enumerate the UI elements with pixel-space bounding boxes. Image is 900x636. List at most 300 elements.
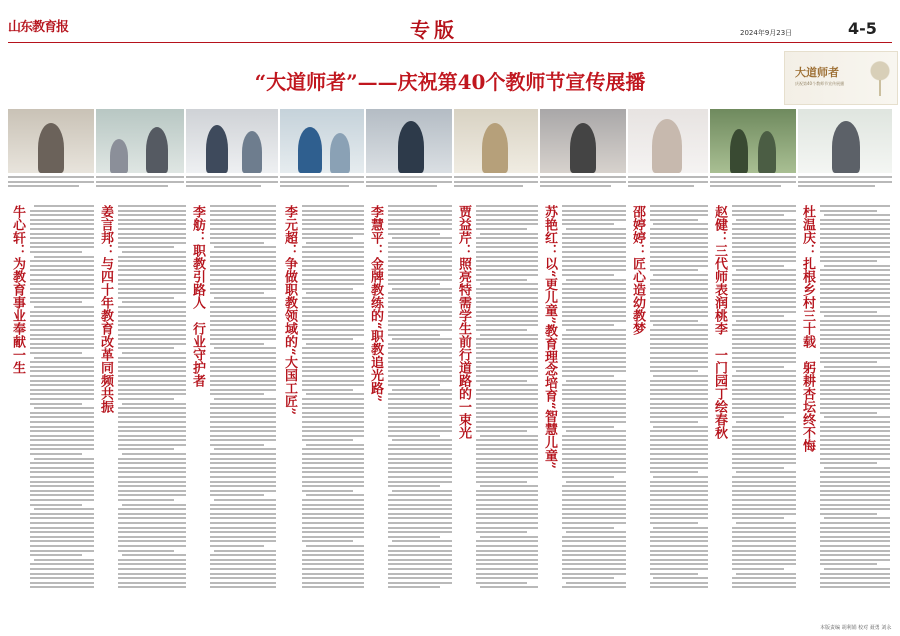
- text-line: [820, 540, 890, 542]
- text-line: [302, 260, 364, 262]
- text-line: [388, 550, 452, 552]
- text-line: [118, 210, 186, 212]
- text-line: [562, 403, 626, 405]
- text-line: [476, 573, 538, 575]
- text-line: [118, 435, 186, 437]
- text-line: [302, 577, 364, 579]
- text-line: [650, 219, 698, 221]
- text-line: [476, 540, 538, 542]
- text-line: [650, 389, 708, 391]
- text-line: [562, 338, 626, 340]
- text-line: [820, 338, 890, 340]
- text-line: [476, 256, 538, 258]
- text-line: [650, 416, 708, 418]
- text-line: [118, 444, 186, 446]
- text-line: [562, 444, 626, 446]
- text-line: [650, 237, 708, 239]
- text-line: [392, 237, 452, 239]
- text-line: [118, 586, 186, 588]
- text-line: [210, 205, 276, 207]
- text-line: [210, 554, 276, 556]
- text-line: [650, 582, 708, 584]
- text-line: [562, 504, 626, 506]
- text-line: [210, 265, 276, 267]
- text-line: [562, 435, 626, 437]
- text-line: [30, 242, 94, 244]
- text-line: [302, 563, 364, 565]
- text-line: [210, 274, 276, 276]
- text-line: [388, 416, 452, 418]
- text-line: [118, 233, 186, 235]
- text-line: [30, 499, 94, 501]
- text-line: [34, 256, 94, 258]
- photo-duwenqing: [798, 109, 892, 173]
- text-line: [210, 279, 276, 281]
- text-line: [302, 297, 364, 299]
- photo-caption: [710, 176, 796, 194]
- text-line: [118, 517, 186, 519]
- text-line: [562, 246, 626, 248]
- text-line: [392, 288, 452, 290]
- page-number: 4-5: [848, 19, 877, 38]
- text-line: [210, 545, 264, 547]
- text-line: [30, 412, 94, 414]
- page-headline: “大道师者”——庆祝第40个教师节宣传展播: [254, 70, 646, 94]
- text-line: [820, 421, 890, 423]
- text-line: [302, 398, 364, 400]
- text-line: [302, 352, 364, 354]
- text-line: [562, 559, 626, 561]
- text-line: [302, 476, 364, 478]
- photo-suyanhong: [540, 109, 626, 173]
- text-line: [122, 554, 186, 556]
- text-line: [118, 315, 186, 317]
- text-line: [562, 357, 626, 359]
- text-line: [302, 540, 353, 542]
- text-line: [210, 352, 276, 354]
- text-line: [820, 233, 890, 235]
- text-line: [820, 279, 890, 281]
- text-line: [650, 586, 708, 588]
- text-line: [732, 288, 796, 290]
- text-line: [30, 586, 94, 588]
- text-line: [306, 545, 364, 547]
- text-line: [388, 517, 452, 519]
- text-line: [824, 568, 890, 570]
- text-line: [732, 504, 796, 506]
- text-line: [476, 214, 538, 216]
- text-line: [562, 292, 626, 294]
- text-line: [820, 219, 890, 221]
- text-line: [650, 471, 698, 473]
- text-line: [210, 435, 276, 437]
- text-line: [302, 430, 364, 432]
- photo-jiayiqin: [454, 109, 538, 173]
- text-line: [820, 439, 890, 441]
- text-line: [210, 242, 264, 244]
- text-line: [653, 577, 708, 579]
- text-line: [302, 311, 364, 313]
- text-line: [30, 554, 82, 556]
- text-line: [302, 536, 364, 538]
- text-line: [388, 292, 452, 294]
- text-line: [388, 361, 452, 363]
- text-line: [388, 499, 452, 501]
- text-line: [562, 301, 626, 303]
- text-line: [388, 476, 452, 478]
- text-line: [824, 366, 890, 368]
- photo-caption: [186, 176, 278, 194]
- text-line: [650, 403, 708, 405]
- text-line: [562, 256, 626, 258]
- text-line: [476, 545, 538, 547]
- text-line: [650, 398, 708, 400]
- text-line: [820, 380, 890, 382]
- text-line: [476, 370, 538, 372]
- text-line: [650, 513, 708, 515]
- text-line: [214, 499, 276, 501]
- text-line: [820, 301, 890, 303]
- text-line: [820, 563, 877, 565]
- text-line: [30, 384, 94, 386]
- text-line: [302, 205, 364, 207]
- text-line: [30, 233, 94, 235]
- text-line: [820, 398, 890, 400]
- text-line: [820, 288, 890, 290]
- text-line: [820, 462, 877, 464]
- text-line: [210, 324, 276, 326]
- text-line: [732, 251, 796, 253]
- text-line: [210, 573, 276, 575]
- text-line: [210, 260, 276, 262]
- text-line: [118, 393, 186, 395]
- text-line: [476, 228, 527, 230]
- text-line: [122, 403, 186, 405]
- text-line: [480, 485, 538, 487]
- text-line: [562, 458, 626, 460]
- text-line: [118, 407, 186, 409]
- text-line: [34, 508, 94, 510]
- text-line: [302, 301, 364, 303]
- text-line: [118, 214, 186, 216]
- text-line: [302, 586, 364, 588]
- text-line: [653, 527, 708, 529]
- text-line: [302, 306, 364, 308]
- text-line: [388, 458, 452, 460]
- text-line: [118, 481, 186, 483]
- text-line: [650, 412, 708, 414]
- text-line: [476, 462, 538, 464]
- text-line: [650, 485, 708, 487]
- text-line: [562, 499, 626, 501]
- text-line: [388, 563, 452, 565]
- article-jiangyanbang: [96, 205, 188, 621]
- text-line: [476, 513, 538, 515]
- text-line: [302, 219, 364, 221]
- text-line: [388, 352, 452, 354]
- text-line: [302, 453, 364, 455]
- text-line: [562, 265, 626, 267]
- text-line: [562, 324, 614, 326]
- text-line: [302, 481, 364, 483]
- text-line: [732, 444, 796, 446]
- text-line: [653, 324, 708, 326]
- text-line: [736, 471, 796, 473]
- text-line: [302, 315, 364, 317]
- text-line: [210, 481, 276, 483]
- text-line: [214, 347, 276, 349]
- text-line: [388, 251, 452, 253]
- text-line: [820, 582, 890, 584]
- text-line: [30, 389, 94, 391]
- text-line: [302, 573, 364, 575]
- text-line: [30, 320, 94, 322]
- article-niuxinxuan: [8, 205, 96, 621]
- text-line: [302, 347, 364, 349]
- text-line: [388, 435, 440, 437]
- text-line: [732, 508, 796, 510]
- text-line: [118, 513, 186, 515]
- text-line: [820, 513, 877, 515]
- text-line: [650, 338, 708, 340]
- text-line: [653, 476, 708, 478]
- text-line: [30, 568, 94, 570]
- text-line: [566, 279, 626, 281]
- text-line: [302, 527, 364, 529]
- text-line: [650, 490, 708, 492]
- text-line: [306, 343, 364, 345]
- text-line: [732, 315, 784, 317]
- article-suyanhong: [540, 205, 628, 621]
- text-line: [476, 265, 538, 267]
- text-line: [302, 357, 364, 359]
- text-line: [302, 256, 364, 258]
- text-line: [118, 458, 186, 460]
- text-line: [650, 347, 708, 349]
- text-line: [650, 214, 708, 216]
- text-line: [118, 545, 186, 547]
- text-line: [388, 485, 440, 487]
- text-line: [388, 324, 452, 326]
- text-line: [214, 448, 276, 450]
- text-line: [392, 389, 452, 391]
- text-line: [210, 233, 276, 235]
- text-line: [30, 563, 94, 565]
- text-line: [210, 283, 276, 285]
- text-line: [118, 228, 186, 230]
- text-line: [388, 471, 452, 473]
- text-line: [388, 283, 440, 285]
- text-line: [30, 246, 94, 248]
- text-line: [476, 522, 538, 524]
- text-line: [30, 361, 94, 363]
- text-line: [210, 430, 276, 432]
- text-line: [732, 297, 796, 299]
- text-line: [732, 416, 784, 418]
- text-line: [118, 283, 186, 285]
- text-line: [732, 329, 796, 331]
- text-line: [214, 398, 276, 400]
- text-line: [562, 251, 626, 253]
- article-shaotingting: [628, 205, 710, 621]
- text-line: [118, 531, 186, 533]
- text-line: [820, 453, 890, 455]
- text-line: [820, 504, 890, 506]
- text-line: [118, 421, 186, 423]
- text-line: [820, 393, 890, 395]
- text-line: [476, 563, 538, 565]
- text-line: [118, 540, 186, 542]
- text-line: [650, 536, 708, 538]
- text-line: [650, 421, 698, 423]
- text-line: [732, 563, 796, 565]
- text-line: [302, 458, 364, 460]
- text-line: [562, 407, 626, 409]
- badge-subtitle: 庆祝第40个教师节宣传展播: [795, 81, 845, 86]
- text-line: [476, 504, 538, 506]
- text-line: [30, 269, 94, 271]
- text-line: [820, 435, 890, 437]
- text-line: [824, 467, 890, 469]
- text-line: [34, 357, 94, 359]
- text-line: [388, 444, 452, 446]
- text-line: [302, 435, 364, 437]
- text-line: [392, 540, 452, 542]
- text-line: [562, 283, 626, 285]
- text-line: [562, 320, 626, 322]
- text-line: [122, 504, 186, 506]
- article-title: 姜言邦：与四十年教育改革同频共振: [98, 205, 113, 413]
- text-line: [476, 550, 538, 552]
- text-line: [30, 550, 94, 552]
- text-line: [30, 393, 94, 395]
- article-body: [30, 205, 94, 617]
- text-line: [480, 334, 538, 336]
- text-line: [210, 412, 276, 414]
- text-line: [388, 242, 452, 244]
- text-line: [118, 366, 186, 368]
- text-line: [562, 219, 626, 221]
- text-line: [302, 251, 364, 253]
- text-line: [302, 389, 353, 391]
- text-line: [820, 205, 890, 207]
- text-line: [302, 237, 353, 239]
- tree-trunk: [879, 80, 881, 96]
- text-line: [302, 485, 364, 487]
- text-line: [732, 223, 796, 225]
- photo-caption: [798, 176, 892, 194]
- text-line: [210, 251, 276, 253]
- text-line: [118, 334, 186, 336]
- text-line: [732, 210, 796, 212]
- text-line: [118, 439, 186, 441]
- text-line: [118, 260, 186, 262]
- text-line: [210, 393, 264, 395]
- text-line: [118, 568, 186, 570]
- text-line: [476, 421, 538, 423]
- text-line: [118, 219, 186, 221]
- text-line: [732, 279, 796, 281]
- text-line: [210, 508, 276, 510]
- text-line: [650, 288, 708, 290]
- text-line: [476, 412, 538, 414]
- text-line: [476, 292, 538, 294]
- text-line: [562, 527, 614, 529]
- text-line: [820, 577, 890, 579]
- text-line: [736, 573, 796, 575]
- text-line: [30, 467, 94, 469]
- text-line: [820, 237, 890, 239]
- text-line: [562, 453, 626, 455]
- text-line: [824, 214, 890, 216]
- text-line: [388, 393, 452, 395]
- text-line: [210, 334, 276, 336]
- text-line: [118, 306, 186, 308]
- text-line: [476, 531, 527, 533]
- text-line: [30, 531, 94, 533]
- text-line: [210, 375, 276, 377]
- text-line: [388, 380, 452, 382]
- text-line: [302, 508, 364, 510]
- text-line: [388, 370, 452, 372]
- text-line: [562, 389, 626, 391]
- text-line: [388, 320, 452, 322]
- text-line: [210, 517, 276, 519]
- article-body: [388, 205, 452, 617]
- text-line: [118, 329, 186, 331]
- text-line: [820, 559, 890, 561]
- text-line: [650, 242, 708, 244]
- text-line: [476, 453, 538, 455]
- text-line: [210, 582, 276, 584]
- text-line: [653, 274, 708, 276]
- text-line: [736, 370, 796, 372]
- text-line: [820, 292, 890, 294]
- text-line: [210, 311, 276, 313]
- text-line: [476, 458, 538, 460]
- text-line: [30, 439, 94, 441]
- text-line: [820, 508, 890, 510]
- text-line: [302, 407, 364, 409]
- text-line: [476, 366, 538, 368]
- text-line: [562, 242, 626, 244]
- photo-caption: [366, 176, 452, 194]
- text-line: [820, 375, 890, 377]
- text-line: [388, 448, 452, 450]
- text-line: [820, 324, 890, 326]
- text-line: [732, 412, 796, 414]
- text-line: [118, 416, 186, 418]
- text-line: [820, 448, 890, 450]
- text-line: [302, 380, 364, 382]
- text-line: [302, 283, 364, 285]
- text-line: [210, 214, 276, 216]
- text-line: [302, 499, 364, 501]
- text-line: [562, 467, 626, 469]
- text-line: [476, 577, 538, 579]
- text-line: [118, 550, 174, 552]
- text-line: [476, 476, 538, 478]
- text-line: [122, 352, 186, 354]
- text-line: [30, 274, 94, 276]
- text-line: [388, 279, 452, 281]
- text-line: [650, 301, 708, 303]
- text-line: [388, 334, 440, 336]
- text-line: [650, 522, 698, 524]
- text-line: [476, 499, 538, 501]
- text-line: [388, 219, 452, 221]
- text-line: [562, 311, 626, 313]
